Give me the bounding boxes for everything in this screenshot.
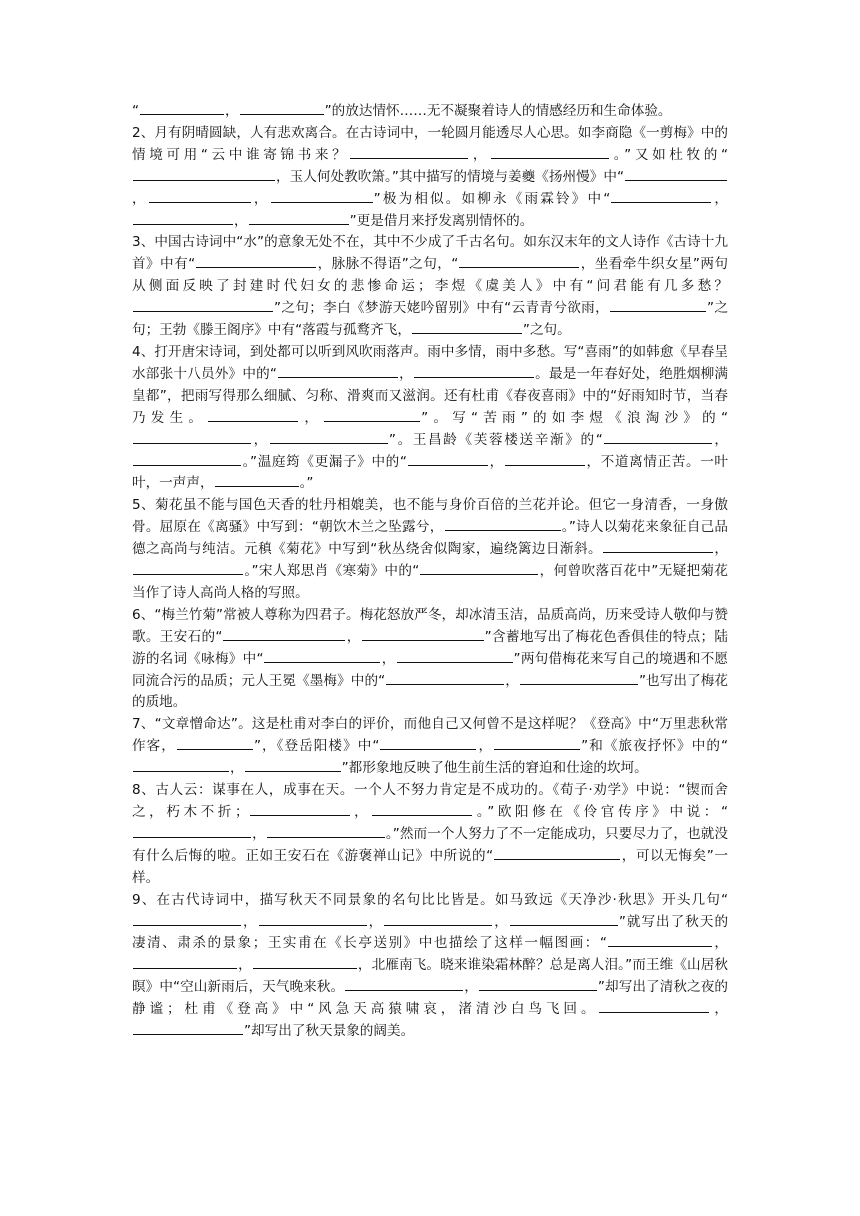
question-text: ， [367, 913, 384, 930]
question-text: 。”诗人以菊花来象征自己品德之高尚与纯洁。元稹《菊花》中写到“秋丛绕舍似陶家，遍绕篱边日渐斜。 [132, 519, 728, 558]
question-text: 。最是一年春好处，绝胜烟柳满皇都”，把雨写得那么细腻、匀称、滑爽而又滋润。还有杜甫《春夜喜雨》中的“好雨知时节，当春乃发生。 [132, 365, 729, 426]
question-text: 。”又如杜牧的“ [610, 146, 728, 163]
answer-blank[interactable] [445, 517, 561, 531]
question-6 [132, 605, 728, 715]
answer-blank[interactable] [249, 211, 349, 225]
question-text: ， [234, 212, 248, 229]
question-text: ，不道离情正苦。一叶叶，一声声， [132, 453, 729, 492]
answer-blank[interactable] [414, 364, 534, 378]
question-text: ”极为相似。如柳永《雨霖铃》中“ [373, 190, 611, 207]
answer-blank[interactable] [240, 101, 324, 115]
answer-blank[interactable] [264, 649, 380, 663]
question-text: ， [493, 913, 509, 930]
answer-blank[interactable] [459, 254, 579, 268]
question-text: ， [251, 190, 270, 207]
answer-blank[interactable] [384, 912, 492, 926]
question-text: ”。王昌龄《芙蓉楼送辛渐》的“ [388, 431, 603, 448]
question-text: 3、中国古诗词中“水”的意象无处不在，其中不少成了千古名句。如东汉末年的文人诗作《古诗十九首》中有“ [132, 234, 728, 273]
answer-blank[interactable] [611, 189, 711, 203]
question-text: ”都形象地反映了他生前生活的窘迫和仕途的坎坷。 [341, 760, 648, 777]
answer-blank[interactable] [271, 189, 373, 203]
question-text: ，可以无悔矣”一样。 [132, 847, 729, 886]
answer-blank[interactable] [259, 912, 367, 926]
answer-blank[interactable] [479, 977, 597, 991]
question-text: ”两句借梅花来写自己的境遇和不愿同流合污的品质；元人王冕《墨梅》中的“ [132, 650, 728, 689]
answer-blank[interactable] [491, 145, 609, 159]
question-text: ， [712, 190, 729, 207]
answer-blank[interactable] [270, 430, 388, 444]
question-text: ， [505, 672, 519, 689]
question-text: ”之句。 [522, 322, 571, 339]
answer-blank[interactable] [505, 452, 585, 466]
question-text: ，脉脉不得语”之句，“ [317, 256, 459, 273]
answer-blank[interactable] [133, 824, 251, 838]
question-text: 2、月有阴晴圆缺，人有悲欢离合。在古诗词中，一轮圆月能透尽人心思。如李商隐《一剪梅》中的情境可用“云中谁寄锦书来？ [132, 124, 728, 163]
answer-blank[interactable] [397, 649, 513, 663]
answer-blank[interactable] [386, 671, 504, 685]
question-text: 6、“梅兰竹菊”常被人尊称为四君子。梅花怒放严冬，却冰清玉洁，品质高尚，历来受诗人敬仰与赞歌。王安石的“ [132, 606, 728, 645]
answer-blank[interactable] [133, 452, 241, 466]
question-text: ”却写出了秋天景象的阔美。 [244, 1023, 415, 1040]
question-text: ， [230, 760, 244, 777]
question-text: ， [488, 453, 504, 470]
question-text: ， [713, 541, 728, 558]
answer-blank[interactable] [494, 736, 580, 750]
answer-blank[interactable] [350, 145, 468, 159]
question-text: ， [346, 628, 361, 645]
answer-blank[interactable] [149, 189, 251, 203]
answer-blank[interactable] [412, 320, 522, 334]
worksheet-page [132, 101, 728, 1043]
answer-blank[interactable] [604, 430, 712, 444]
question-7 [132, 714, 728, 780]
question-9 [132, 890, 728, 1043]
question-text: ， [469, 146, 491, 163]
answer-blank[interactable] [510, 912, 618, 926]
question-text: ”含蓄地写出了梅花色香俱佳的特点；陆游的名词《咏梅》中“ [132, 628, 729, 667]
question-text: ”和《旅夜抒怀》中的“ [581, 738, 729, 755]
question-text: ”就写出了秋天的凄清、肃杀的景象；王实甫在《长亭送别》中也描绘了这样一幅图画：“ [132, 913, 729, 952]
question-text: ， [350, 804, 372, 820]
answer-blank[interactable] [345, 977, 463, 991]
question-text: ”却写出了清秋之夜的静谧；杜甫《登高》中“风急天高猿啸哀，渚清沙白鸟飞回。 [132, 979, 728, 1018]
answer-blank[interactable] [133, 561, 243, 575]
question-text: ， [238, 957, 252, 974]
question-text: ， [242, 913, 258, 930]
question-text: ， [225, 103, 239, 119]
answer-blank[interactable] [324, 408, 420, 422]
answer-blank[interactable] [133, 211, 233, 225]
answer-blank[interactable] [610, 298, 706, 312]
answer-blank[interactable] [133, 1021, 243, 1035]
answer-blank[interactable] [133, 758, 229, 772]
question-text: ， [712, 935, 728, 952]
question-1 [132, 101, 728, 123]
question-text: ”之句；王勃《滕王阁序》中有“落霞与孤鹜齐飞， [132, 300, 728, 339]
question-text: 7、“文章憎命达”。这是杜甫对李白的评价，而他自己又何曾不是这样呢？《登高》中“万里悲秋常作客， [132, 716, 728, 755]
question-text: “ [132, 103, 140, 119]
question-text: ， [252, 825, 266, 842]
question-3 [132, 232, 728, 342]
question-text: ”更是借月来抒发离别情怀的。 [349, 212, 534, 229]
question-text: 8、古人云：谋事在人，成事在天。一个人不努力肯定是不成功的。《荀子·劝学》中说：“锲而舍之，朽木不折； [132, 782, 728, 820]
question-4 [132, 342, 728, 495]
question-text: ，玉人何处教吹箫。”其中描写的情境与姜夔《扬州慢》中“ [276, 168, 624, 185]
question-text: ，坐看牵牛织女星”两句从侧面反映了封建时代妇女的悲惨命运；李煜《虞美人》中有“问君能有几多愁？ [132, 256, 728, 295]
answer-blank[interactable] [133, 955, 237, 969]
answer-blank[interactable] [245, 758, 341, 772]
answer-blank[interactable] [177, 736, 253, 750]
question-text: ， [477, 738, 494, 755]
answer-blank[interactable] [599, 999, 709, 1013]
answer-blank[interactable] [196, 254, 316, 268]
question-text: ”。写“苦雨”的如李煜《浪淘沙》的“ [421, 409, 729, 426]
question-text: ， [710, 1001, 729, 1018]
answer-blank[interactable] [250, 802, 350, 816]
answer-blank[interactable] [267, 824, 385, 838]
question-text: ， [299, 409, 324, 426]
answer-blank[interactable] [625, 167, 727, 181]
answer-blank[interactable] [362, 627, 484, 641]
question-text: ”的放达情怀……无不凝聚着诗人的情感经历和生命体验。 [324, 103, 672, 119]
answer-blank[interactable] [408, 452, 488, 466]
answer-blank[interactable] [133, 912, 241, 926]
question-text: ， [464, 979, 478, 996]
question-text: 。” [299, 475, 314, 492]
question-text: 。”宋人郑思肖《寒菊》中的“ [244, 563, 420, 580]
question-text: ， [132, 190, 148, 207]
answer-blank[interactable] [420, 561, 538, 575]
answer-blank[interactable] [608, 933, 712, 947]
answer-blank[interactable] [223, 627, 345, 641]
answer-blank[interactable] [215, 473, 299, 487]
question-text: 9、在古代诗词中，描写秋天不同景象的名句比比皆是。如马致远《天净沙·秋思》开头几句“ [132, 891, 728, 908]
question-text: 。”温庭筠《更漏子》中的“ [242, 453, 407, 470]
answer-blank[interactable] [133, 430, 251, 444]
question-text: ”，《登岳阳楼》中“ [253, 738, 380, 755]
question-text: ， [381, 650, 396, 667]
question-8 [132, 780, 728, 890]
answer-blank[interactable] [278, 364, 398, 378]
answer-blank[interactable] [133, 167, 275, 181]
question-2 [132, 123, 728, 233]
question-text: ”也写出了梅花的质地。 [132, 672, 729, 711]
answer-blank[interactable] [494, 846, 620, 860]
answer-blank[interactable] [372, 802, 472, 816]
question-text: 4、打开唐宋诗词，到处都可以听到风吹雨落声。雨中多情，雨中多愁。写“喜雨”的如韩愈《早春呈水部张十八员外》中的“ [132, 343, 728, 382]
answer-blank[interactable] [140, 101, 224, 115]
question-text: 5、菊花虽不能与国色天香的牡丹相媲美，也不能与身价百倍的兰花并论。但它一身清香，一身傲骨。屈原在《离骚》中写到：“朝饮木兰之坠露兮， [132, 497, 728, 536]
question-5 [132, 495, 728, 605]
answer-blank[interactable] [133, 298, 273, 312]
question-text: ， [252, 431, 269, 448]
question-text: ，北雁南飞。晓来谁染霜林醉？总是离人泪。”而王维《山居秋暝》中“空山新雨后，天气晚来秋。 [132, 957, 729, 996]
question-text: ， [712, 431, 729, 448]
question-text: 。”欧阳修在《伶官传序》中说：“ [473, 804, 729, 820]
answer-blank[interactable] [253, 955, 357, 969]
question-text: ，何曾吹落百花中”无疑把菊花当作了诗人高尚人格的写照。 [132, 563, 728, 601]
answer-blank[interactable] [520, 671, 638, 685]
answer-blank[interactable] [208, 408, 298, 422]
question-text: ”之句；李白《梦游天姥吟留别》中有“云青青兮欲雨， [274, 300, 610, 317]
answer-blank[interactable] [603, 539, 713, 553]
question-text: 。”然而一个人努力了不一定能成功，只要尽力了，也就没有什么后悔的啦。正如王安石在《游褒禅山记》中所说的“ [132, 825, 728, 864]
answer-blank[interactable] [380, 736, 476, 750]
question-text: ， [398, 365, 413, 382]
